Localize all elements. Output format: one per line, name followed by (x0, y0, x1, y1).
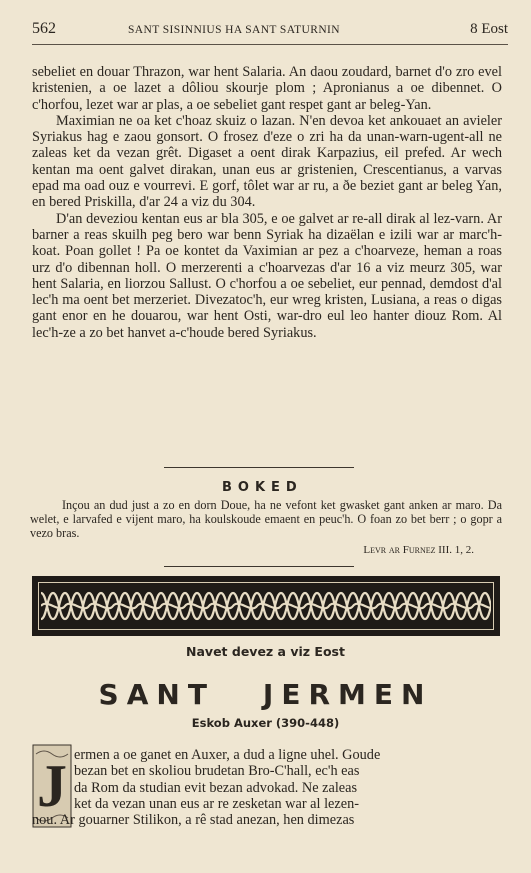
section-divider (164, 566, 354, 567)
day-subtitle: Navet devez a viz Eost (186, 644, 345, 659)
paragraph: Maximian ne oa ket c'hoaz skuiz o lazan. N'en devoa ket ankouaet an avieler Syriakus hag e zaou gonsort. O frosez d'eze o zri ha da unan-warn-ugent-all ne zaleas ket da vezan grêt. Digaset a oent dirak Karpazius, eil prefed. Ar wech kentan ma oent galvet dirakan, unan eus ar gristenien, Crescentianus, a varvas epad ma oad ouz e vourrevi. E gorf, tôlet war ar ru, a ðe beziet gant ar beleg Yan, en bered Priskilla, d'ar 24 a viz du 304. (32, 112, 502, 211)
dropcap-letter: J (37, 753, 67, 819)
boked-heading: BOKED (222, 480, 303, 495)
boked-text: Inçou an dud just a zo en dorn Doue, ha ne vefont ket gwasket gant anken ar maro. Da welet, e larvafed e vijent maro, ha koulskoude emaent en peuc'h. O foan zo bet berr ; o gopr a vezo bras. (30, 498, 502, 541)
boked-source: Levr ar Furnez III. 1, 2. (363, 544, 474, 556)
paragraph: D'an deveziou kentan eus ar bla 305, e oe galvet ar re-all dirak al lez-varn. Ar barner a reas skuilh peg bero war benn Syriak ha dizaëlan e izili war ar marc'h-koat. Poan gollet ! Pa oe kontet da Vaximian ar pez a c'hoarveze, heman a roas urz d'o dibennan holl. O merzerenti a c'hoarvezas d'ar 16 a viz meurz 305, war hent Salaria, en liorzou Sallust. O c'horfou a oe sebeliet, eur pennad, demdost d'al lec'h ma oent bet merzeriet. Divezatoc'h, eur wreg kristen, Lusiana, a reas o digas gant enor en he douarou, war hent Osti, war-dro eul leo hanter diouz Rom. Al lec'h-ze a zo bet hanvet a-c'houde bered Syriakus. (32, 210, 502, 341)
text-line: ket da vezan unan eus ar re zesketan war al lezen- (74, 795, 359, 812)
main-text (32, 64, 502, 341)
running-title: SANT SISINNIUS HA SANT SATURNIN (128, 24, 340, 36)
celtic-knot-ornament (41, 585, 491, 627)
paragraph: sebeliet en douar Thrazon, war hent Salaria. An daou zoudard, barnet d'o zro evel kristenien, a oe lazet a dôliou skourje plom ; Apronianus a oe dibennet. O c'horfou, lezet war ar plas, a oe sebeliet gant respet gant ar beleg-Yan. (32, 64, 502, 113)
boked-quote (30, 498, 502, 541)
section-divider (164, 467, 354, 468)
text-line: nou. Ar gouarner Stilikon, a rê stad anezan, hen dimezas (32, 812, 355, 829)
saint-subtitle: Eskob Auxer (390-448) (191, 716, 340, 730)
header-rule (32, 44, 508, 45)
saint-title-word: SANT (98, 678, 215, 711)
calendar-date: 8 Eost (470, 21, 508, 37)
page-header (32, 20, 508, 42)
jermen-text (32, 747, 502, 828)
text-line: bezan bet en skoliou brudetan Bro-C'hall, ec'h eas (74, 763, 360, 780)
page-number: 562 (32, 20, 56, 37)
ornamental-band (32, 576, 500, 636)
text-line: da Rom da studian evit bezan advokad. Ne zaleas (74, 779, 358, 796)
saint-title (0, 678, 531, 711)
saint-title-word: JERMEN (262, 678, 433, 711)
text-line: ermen a oe ganet en Auxer, a dud a ligne uhel. Goude (74, 747, 381, 763)
